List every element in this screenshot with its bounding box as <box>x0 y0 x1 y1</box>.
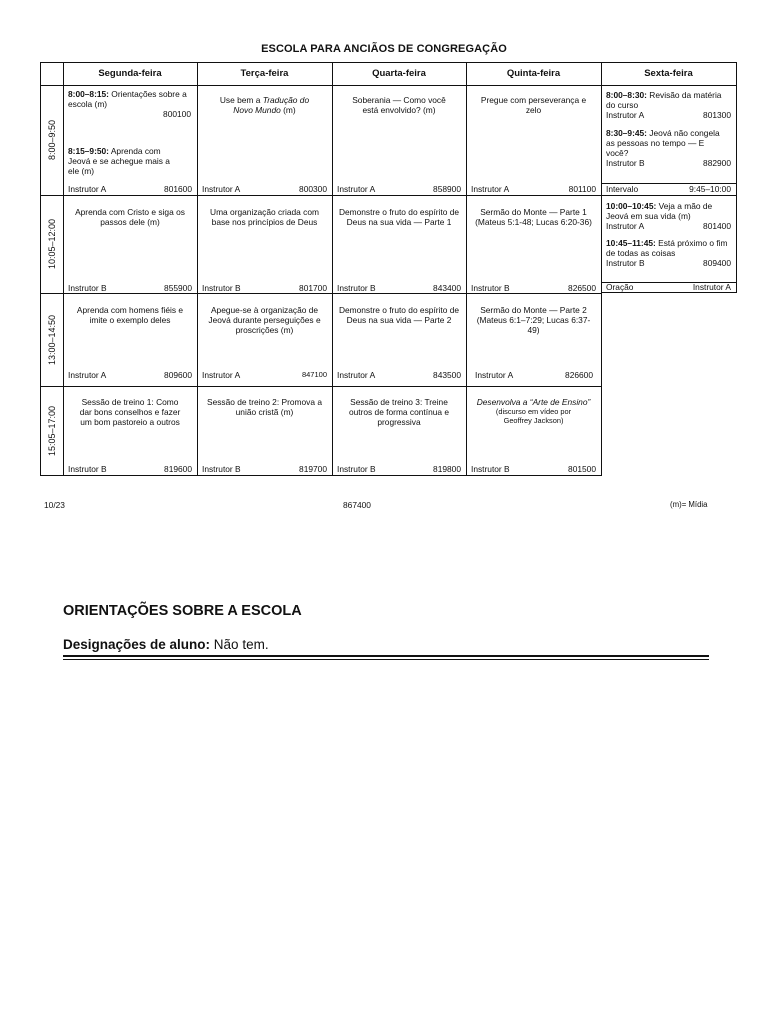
row-time-label: 8:00–9:50 <box>47 119 58 161</box>
friday-late-cell: 10:00–10:45: Veja a mão de Jeová em sua vida (m) Instrutor A 801400 10:45–11:45: Está próximo o fim de todas as coisas Instrutor B 809400 <box>606 201 731 268</box>
session-cell: Demonstre o fruto do espírito de Deus na sua vida — Parte 2 Instrutor A 843500 <box>337 305 461 380</box>
instructor-label: Instrutor B <box>68 464 107 474</box>
session-code: 843400 <box>433 283 461 293</box>
session-code: 800100 <box>163 109 191 119</box>
session-cell: Demonstre o fruto do espírito de Deus na sua vida — Parte 1 Instrutor B 843400 <box>337 207 461 293</box>
session-code: 801700 <box>299 283 327 293</box>
day-header-tuesday: Terça-feira <box>240 68 289 79</box>
session-code: 847100 <box>301 370 327 379</box>
session-code: 801300 <box>703 110 731 120</box>
instructor-label: Instrutor B <box>606 258 645 268</box>
footer-date: 10/23 <box>44 500 65 510</box>
double-rule-top <box>63 655 709 657</box>
session-code: 826600 <box>565 370 593 380</box>
session-cell: Aprenda com Cristo e siga os passos dele (m) Instrutor B 855900 <box>68 207 192 293</box>
footer-legend: (m)= Mídia <box>670 500 708 509</box>
session-code: 819600 <box>164 464 192 474</box>
instructor-label: Instrutor A <box>471 184 510 194</box>
instructor-label: Instrutor B <box>606 158 645 168</box>
instructor-label: Instrutor A <box>68 184 107 194</box>
row-time-label: 13:00–14:50 <box>47 314 57 365</box>
session-cell: Aprenda com homens fiéis e imite o exemplo deles Instrutor A 809600 <box>68 305 192 380</box>
student-assignments: Designações de aluno: Não tem. <box>63 637 269 652</box>
day-header-friday: Sexta-feira <box>644 68 693 79</box>
session-code: 801500 <box>568 464 596 474</box>
session-code: 826500 <box>568 283 596 293</box>
day-header-monday: Segunda-feira <box>98 68 162 79</box>
session-cell: Desenvolva a “Arte de Ensino” (discurso em vídeo por Geoffrey Jackson) Instrutor B 801500 <box>471 397 596 474</box>
instructor-label: Instrutor B <box>337 464 376 474</box>
instructor-label: Instrutor B <box>202 464 241 474</box>
friday-morning-cell: 8:00–8:30: Revisão da matéria do curso Instrutor A 801300 8:30–9:45: Jeová não congela as pessoas no tempo — E você? Instrutor B 882900 <box>606 90 731 168</box>
instructor-label: Instrutor A <box>202 370 241 380</box>
double-rule-bottom <box>63 659 709 660</box>
instructor-label: Instrutor B <box>68 283 107 293</box>
instructor-label: Instrutor A <box>475 370 514 380</box>
instructor-label: Instrutor A <box>606 110 645 120</box>
session-code: 809400 <box>703 258 731 268</box>
instructor-label: Instrutor B <box>202 283 241 293</box>
friday-interval-row: Intervalo 9:45–10:00 <box>606 184 731 194</box>
session-cell: Use bem a Tradução do Novo Mundo (m) Instrutor A 800300 <box>202 95 327 194</box>
session-code: 801600 <box>164 184 192 194</box>
instructor-label: Instrutor A <box>337 184 376 194</box>
session-cell: Sermão do Monte — Parte 1 (Mateus 5:1-48; Lucas 6:20-36) Instrutor B 826500 <box>471 207 596 293</box>
day-header-thursday: Quinta-feira <box>506 68 561 79</box>
session-code: 858900 <box>433 184 461 194</box>
instructor-label: Instrutor A <box>606 221 645 231</box>
session-cell: Sessão de treino 1: Como dar bons conselhos e fazer um bom pastoreio a outros Instrutor B 819600 <box>68 397 192 474</box>
row-time-label: 15:05–17:00 <box>47 405 57 456</box>
session-cell: Pregue com perseverança e zelo Instrutor A 801100 <box>471 95 596 194</box>
section-title: ORIENTAÇÕES SOBRE A ESCOLA <box>63 603 302 619</box>
friday-prayer-row: Oração Instrutor A <box>606 282 731 292</box>
session-cell: Sessão de treino 2: Promova a união cristã (m) Instrutor B 819700 <box>202 397 327 474</box>
footer-code: 867400 <box>343 500 371 510</box>
session-code: 801400 <box>703 221 731 231</box>
session-code: 855900 <box>164 283 192 293</box>
session-cell: Apegue-se à organização de Jeová durante perseguições e proscrições (m) Instrutor A 847100 <box>202 305 327 380</box>
row-time-label: 10:05–12:00 <box>47 218 57 270</box>
session-code: 801100 <box>568 184 596 194</box>
session-cell: Sessão de treino 3: Treine outros de forma contínua e progressiva Instrutor B 819800 <box>337 397 461 474</box>
session-cell: Uma organização criada com base nos princípios de Deus Instrutor B 801700 <box>202 207 327 293</box>
instructor-label: Instrutor B <box>471 283 510 293</box>
session-code: 843500 <box>433 370 461 380</box>
session-code: 819800 <box>433 464 461 474</box>
instructor-label: Instrutor B <box>337 283 376 293</box>
session-code: 809600 <box>164 370 192 380</box>
session-cell: Sermão do Monte — Parte 2 (Mateus 6:1–7:29; Lucas 6:37-49) Instrutor A 826600 <box>475 305 593 380</box>
instructor-label: Instrutor B <box>471 464 510 474</box>
day-header-wednesday: Quarta-feira <box>372 68 426 79</box>
session-cell: 8:00–8:15: Orientações sobre a escola (m) 800100 8:15–9:50: Aprenda com Jeová e se achegue mais a ele (m) Instrutor A 801600 <box>68 89 192 194</box>
instructor-label: Instrutor A <box>68 370 107 380</box>
session-cell: Soberania — Como você está envolvido? (m) Instrutor A 858900 <box>337 95 461 194</box>
instructor-label: Instrutor A <box>202 184 241 194</box>
instructor-label: Instrutor A <box>337 370 376 380</box>
session-code: 800300 <box>299 184 327 194</box>
document-title: ESCOLA PARA ANCIÃOS DE CONGREGAÇÃO <box>261 43 507 55</box>
session-code: 819700 <box>299 464 327 474</box>
session-code: 882900 <box>703 158 731 168</box>
